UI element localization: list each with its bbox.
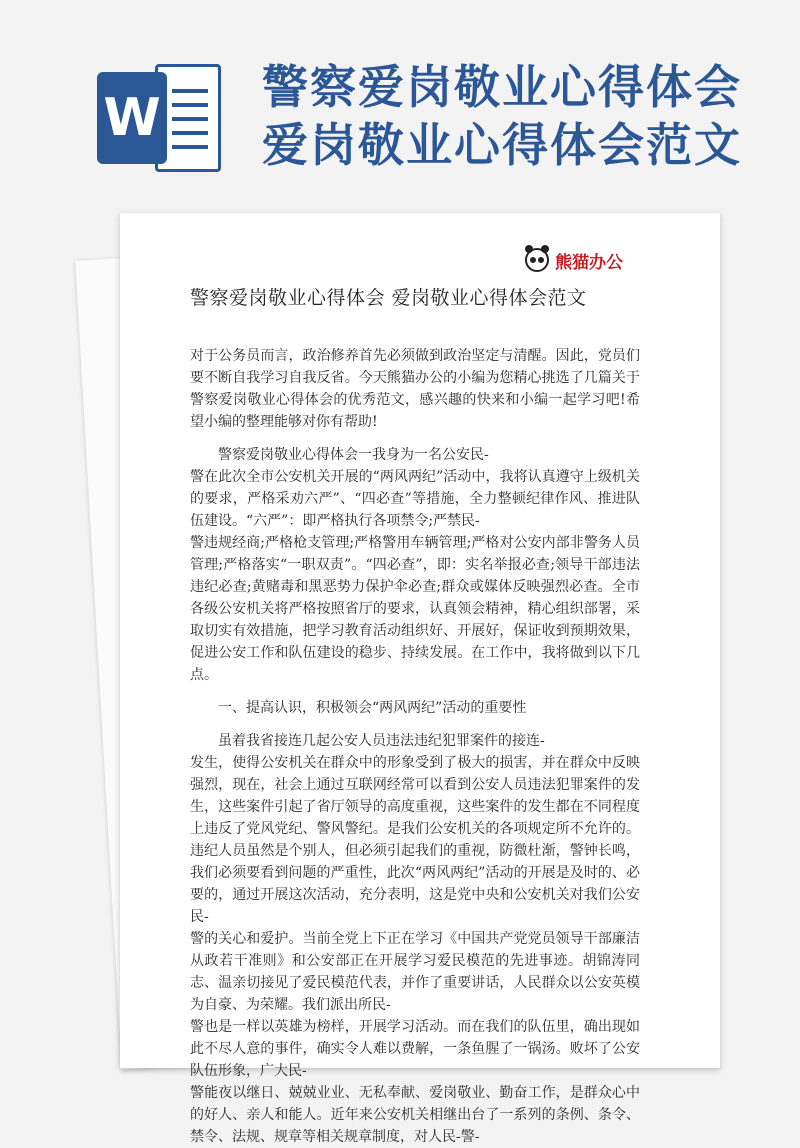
document-page <box>120 213 720 1145</box>
word-letter-badge: W <box>97 72 167 164</box>
body-paragraph-2: 警违规经商;严格枪支管理;严格警用车辆管理;严格对公安内部非警务人员管理;严格落实“一职双责”。“四必查”，即：实名举报必查;领导干部违法违纪必查;黄赌毒和黑恶势力保护伞必查;群众或媒体反映强烈必查。全市各级公安机关将严格按照省厅的要求，认真领会精神，精心组织部署，采取切实有效措施，把学习教育活动组织好、开展好，保证收到预期效果，促进公安工作和队伍建设的稳步、持续发展。在工作中，我将做到以下几点。 <box>190 535 640 683</box>
body-paragraph-1: 警在此次全市公安机关开展的“两风两纪”活动中，我将认真遵守上级机关的要求，严格采劝六严”、“四必查”等措施，全力整顿纪律作风、推进队伍建设。“六严”：即严格执行各项禁令;严禁民- <box>190 469 640 529</box>
body-paragraph-3: 虽着我省接连几起公安人员违法违纪犯罪案件的接连- <box>218 733 545 749</box>
body-paragraph-6: 警也是一样以英雄为榜样，开展学习活动。而在我们的队伍里，确出现如此不尽人意的事件，确实令人难以费解，一条鱼腥了一锅汤。败坏了公安队伍形象，广大民- <box>190 1019 640 1079</box>
body-paragraph-4: 发生，使得公安机关在群众中的形象受到了极大的损害，并在群众中反映强烈，现在，社会上通过互联网经常可以看到公安人员违法犯罪案件的发生，这些案件引起了省厅领导的高度重视，这些案件的发生都在不同程度上违反了党风党纪、警风警纪。是我们公安机关的各项规定所不允许的。违纪人员虽然是个别人，但必须引起我们的重视，防微杜渐，警钟长鸣，我们必须要看到问题的严重性，此次“两风两纪”活动的开展是及时的、必要的，通过开展这次活动，充分表明，这是党中央和公安机关对我们公安民- <box>190 755 640 925</box>
essay-subtitle: 警察爱岗敬业心得体会一我身为一名公安民- <box>218 447 489 463</box>
banner-title-line-1: 警察爱岗敬业心得体会 <box>262 60 742 114</box>
banner-title-line-2: 爱岗敬业心得体会范文 <box>262 118 742 172</box>
panda-icon <box>525 248 549 272</box>
brand-logo-text: 熊猫办公 <box>555 252 623 273</box>
word-doc-icon <box>97 64 225 172</box>
body-paragraph-7: 警能夜以继日、兢兢业业、无私奉献、爱岗敬业、勤奋工作，是群众心中的好人、亲人和能人。近年来公安机关相继出台了一系列的条例、条令、禁令、法规、规章等相关规章制度，对人民-警- <box>190 1085 640 1145</box>
header-banner <box>0 0 800 200</box>
section-heading-1: 一、提高认识，积极领会“两风两纪”活动的重要性 <box>218 700 527 716</box>
document-title: 警察爱岗敬业心得体会 爱岗敬业心得体会范文 <box>190 287 587 309</box>
intro-paragraph: 对于公务员而言，政治修养首先必须做到政治坚定与清醒。因此，党员们要不断自我学习自我反省。今天熊猫办公的小编为您精心挑选了几篇关于警察爱岗敬业心得体会的优秀范文，感兴趣的快来和小编一起学习吧!希望小编的整理能够对你有帮助! <box>190 348 640 430</box>
brand-logo <box>525 245 623 275</box>
body-paragraph-5: 警的关心和爱护。当前全党上下正在学习《中国共产党党员领导干部廉洁从政若干准则》和公安部正在开展学习爱民模范的先进事迹。胡锦涛同志、温亲切接见了爱民模范代表，并作了重要讲话，人民群众以公安英模为自豪、为荣耀。我们派出所民- <box>190 931 640 1013</box>
banner-title <box>262 58 782 174</box>
document-body <box>190 345 640 1148</box>
